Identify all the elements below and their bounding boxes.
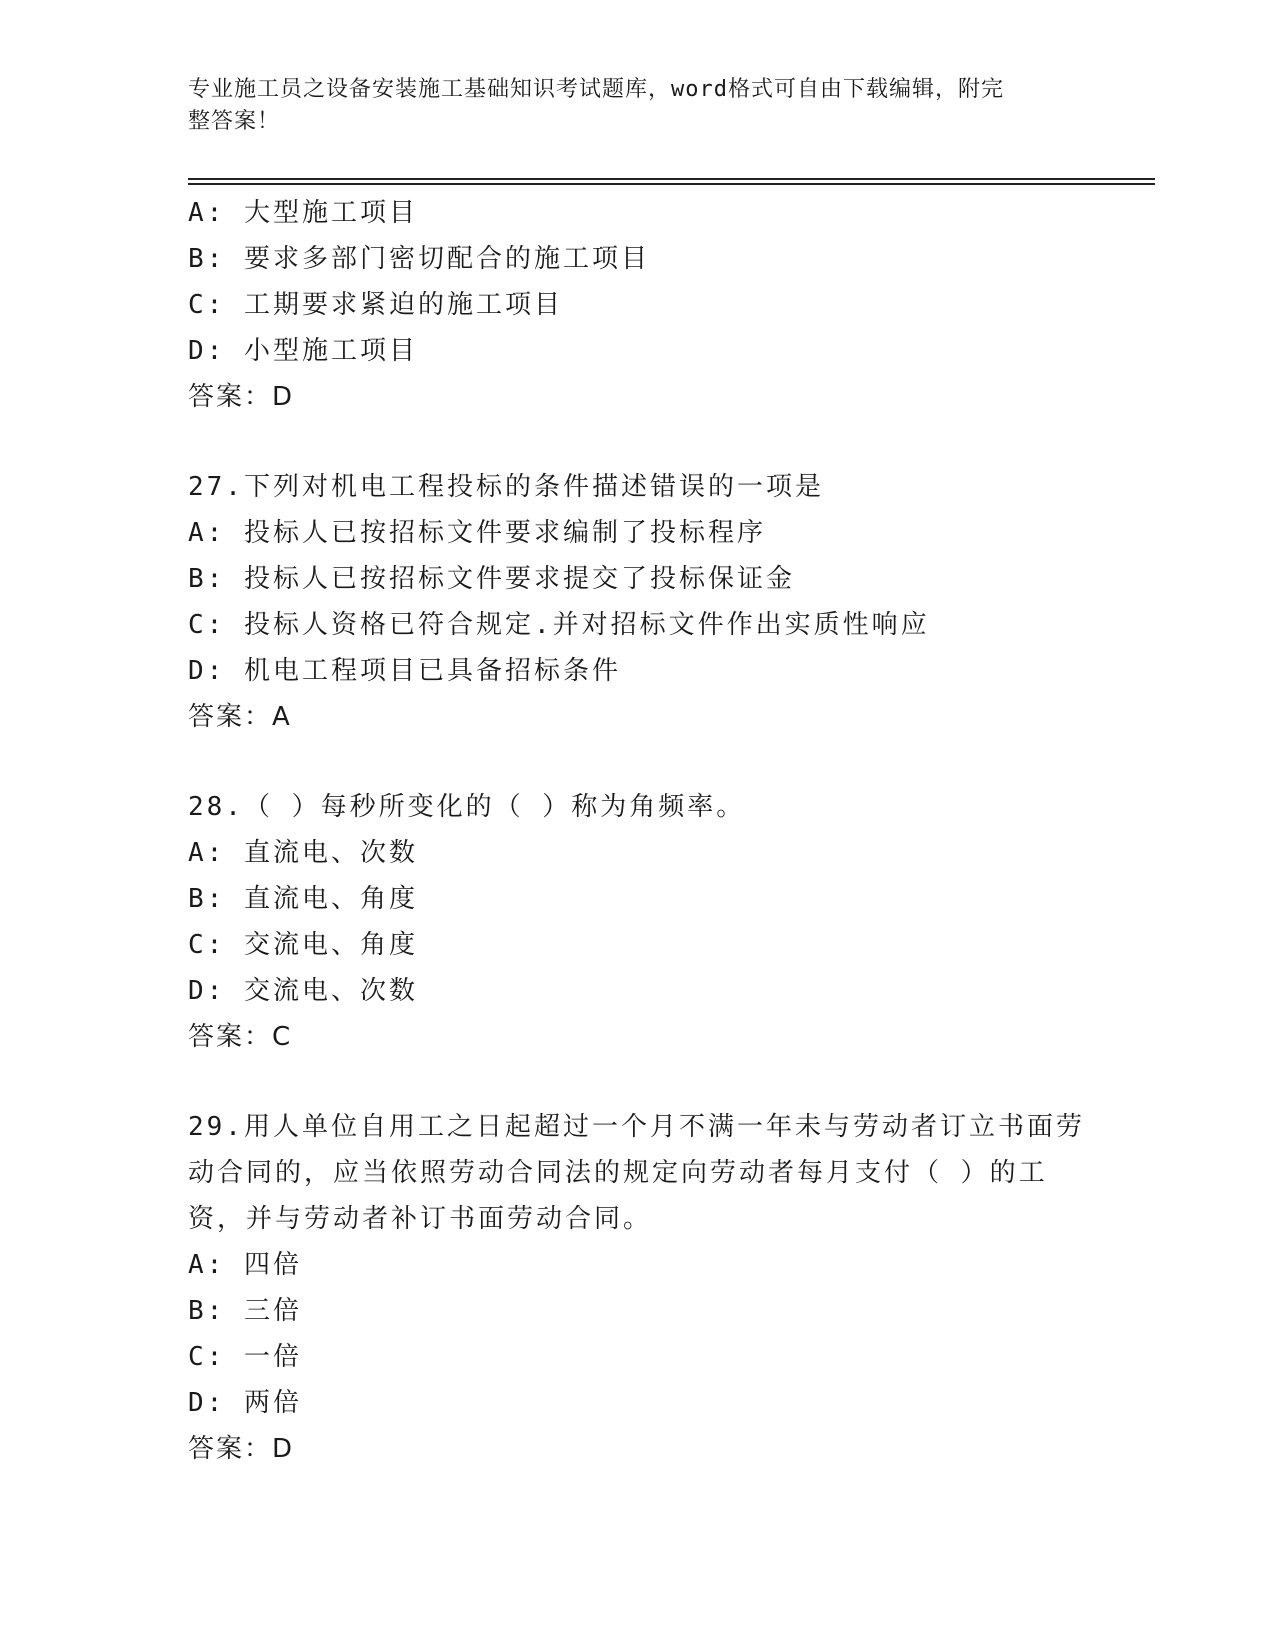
option-c: C: 工期要求紧迫的施工项目: [188, 290, 563, 320]
document-header: [188, 74, 1068, 138]
option-b: B: 三倍: [188, 1296, 302, 1326]
question-29: [188, 1104, 1088, 1472]
answer-line: 答案：D: [188, 382, 295, 412]
question-list: [188, 190, 1088, 1516]
option-b: B: 投标人已按招标文件要求提交了投标保证金: [188, 564, 795, 594]
option-a: A: 四倍: [188, 1250, 302, 1280]
option-b: B: 要求多部门密切配合的施工项目: [188, 244, 650, 274]
option-b: B: 直流电、角度: [188, 884, 418, 914]
option-a: A: 大型施工项目: [188, 198, 418, 228]
question-26: [188, 190, 1088, 420]
header-line-1: 专业施工员之设备安装施工基础知识考试题库，word格式可自由下载编辑，附完: [188, 77, 1004, 102]
option-c: C: 交流电、角度: [188, 930, 418, 960]
question-stem: 28.（ ）每秒所变化的（ ）称为角频率。: [188, 792, 746, 822]
question-28: [188, 784, 1088, 1060]
question-stem: 29.用人单位自用工之日起超过一个月不满一年未与劳动者订立书面劳动合同的，应当依照劳动合同法的规定向劳动者每月支付（ ）的工资，并与劳动者补订书面劳动合同。: [188, 1112, 1085, 1234]
option-c: C: 投标人资格已符合规定.并对招标文件作出实质性响应: [188, 610, 930, 640]
option-c: C: 一倍: [188, 1342, 302, 1372]
question-27: [188, 464, 1088, 740]
header-line-2: 整答案！: [188, 109, 281, 134]
option-d: D: 机电工程项目已具备招标条件: [188, 656, 621, 686]
answer-line: 答案：D: [188, 1434, 295, 1464]
option-a: A: 投标人已按招标文件要求编制了投标程序: [188, 518, 766, 548]
answer-line: 答案：A: [188, 702, 292, 732]
option-d: D: 两倍: [188, 1388, 302, 1418]
option-d: D: 交流电、次数: [188, 976, 418, 1006]
question-stem: 27.下列对机电工程投标的条件描述错误的一项是: [188, 472, 824, 502]
header-divider-top: [188, 178, 1155, 180]
header-divider-bottom: [188, 183, 1155, 185]
option-a: A: 直流电、次数: [188, 838, 418, 868]
answer-line: 答案：C: [188, 1022, 293, 1052]
option-d: D: 小型施工项目: [188, 336, 418, 366]
